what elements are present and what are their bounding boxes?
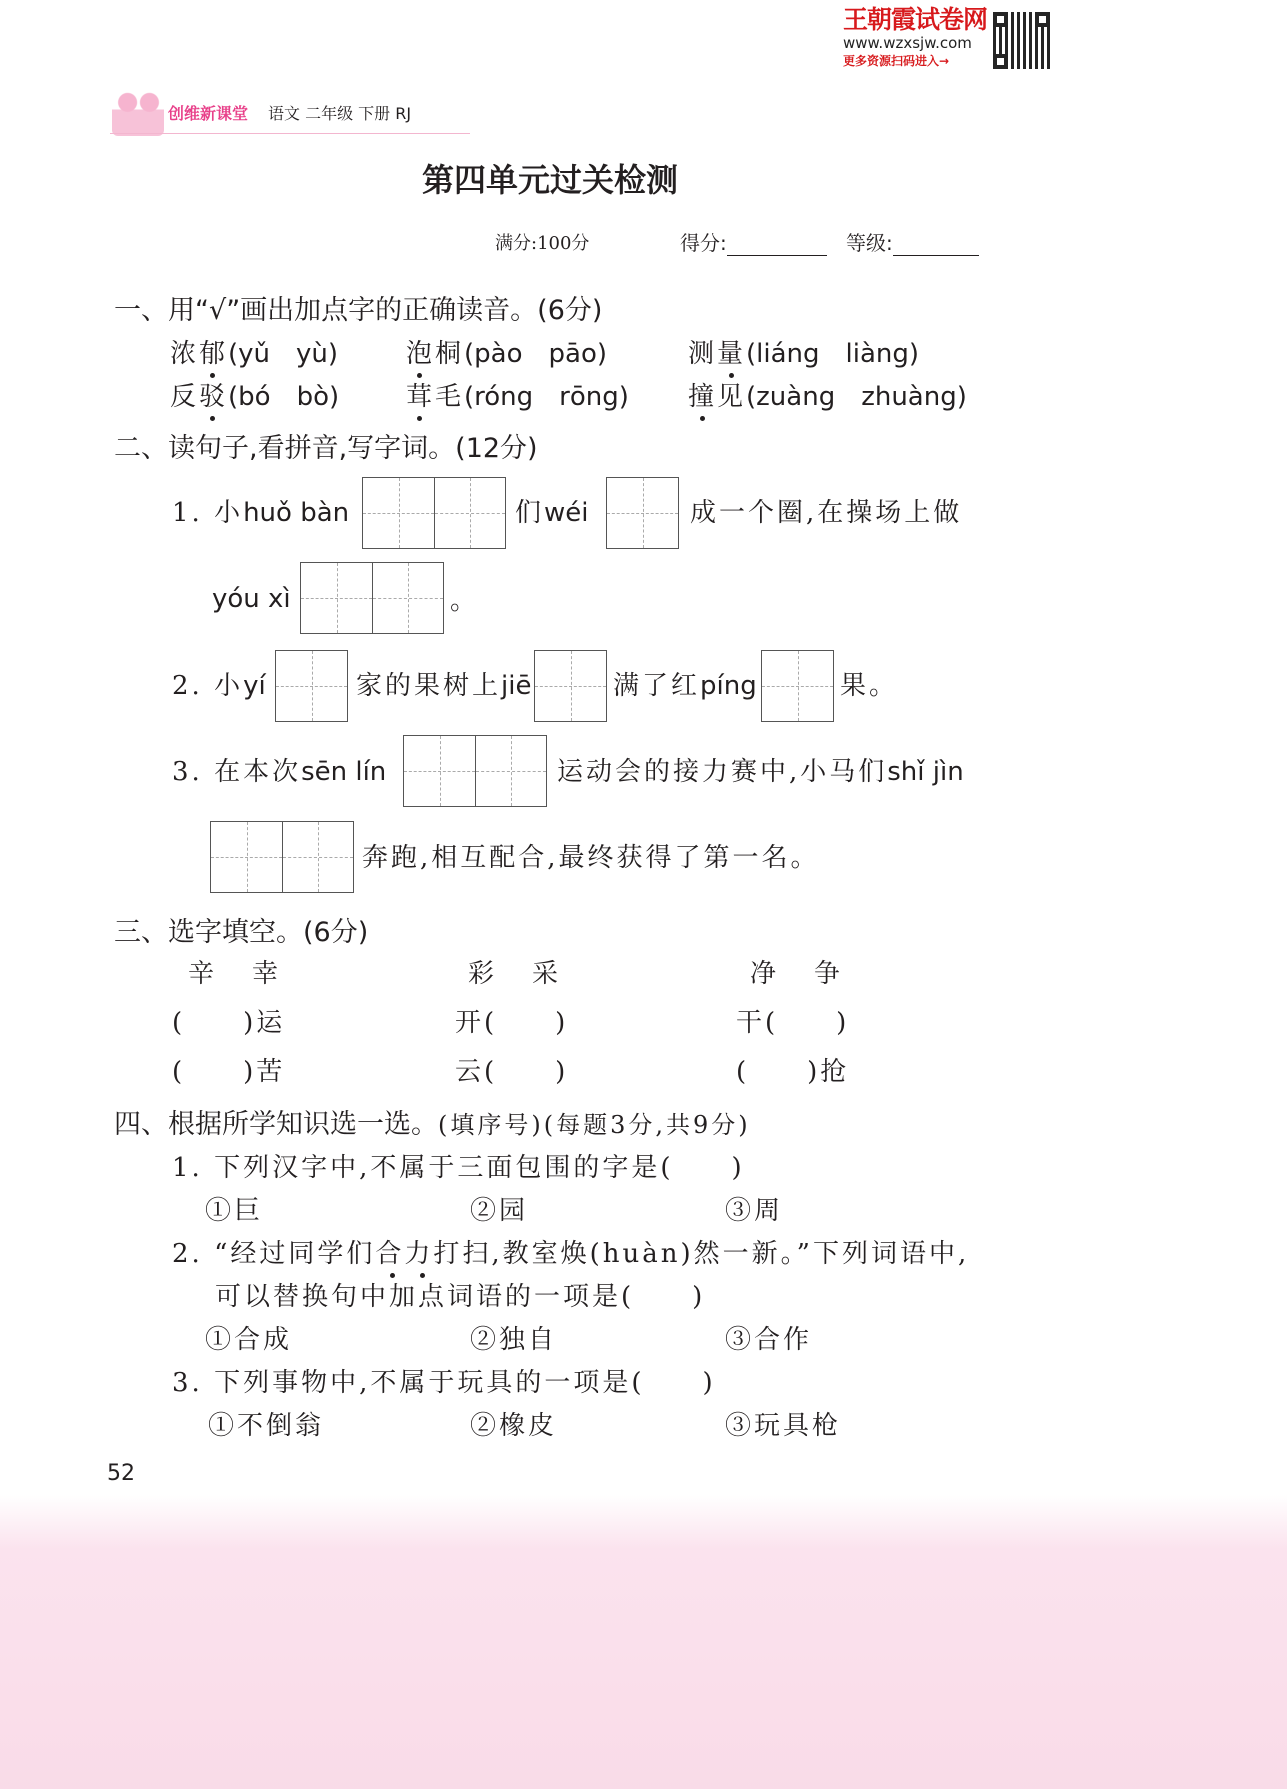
bottom-pink-band: [0, 1495, 1287, 1789]
s2-q3-text-b: 运动会的接力赛中,小马们shǐ jìn: [557, 757, 964, 787]
s1-item: [688, 381, 967, 413]
s1-options[interactable]: (zuàng zhuàng): [746, 382, 967, 412]
s1-item: [170, 338, 338, 370]
qr-code-icon[interactable]: [993, 12, 1050, 69]
book-info: 语文 二年级 下册 RJ: [268, 104, 412, 123]
s4-option[interactable]: ③玩具枪: [725, 1411, 842, 1441]
s2-q2-text-d: 果。: [840, 671, 899, 701]
s2-q1-pinyin-3: yóu xì: [212, 584, 291, 614]
s3-chars: 辛 幸: [188, 959, 285, 989]
s4-q3: 3. 下列事物中,不属于玩具的一项是( ): [172, 1368, 716, 1398]
writing-box[interactable]: [403, 735, 547, 807]
grade-field[interactable]: [846, 230, 979, 256]
writing-box[interactable]: [534, 650, 607, 722]
s4-option[interactable]: ①不倒翁: [208, 1411, 325, 1441]
s4-option[interactable]: ②独自: [470, 1325, 558, 1355]
s4-option[interactable]: ②园: [470, 1196, 529, 1226]
kids-illustration-icon: [112, 88, 164, 136]
emphasis-dot: [210, 416, 215, 421]
header-divider: [110, 133, 470, 134]
section-3-heading: 三、选字填空。(6分): [114, 917, 369, 948]
s4-q1: 1. 下列汉字中,不属于三面包围的字是( ): [172, 1153, 745, 1183]
brand-url[interactable]: www.wzxsjw.com: [843, 34, 972, 52]
s1-item: [170, 381, 339, 413]
emphasis-dot: [390, 1273, 395, 1278]
s1-word: 茸毛: [406, 382, 465, 412]
s1-word: 泡桐: [406, 339, 465, 369]
grade-label: 等级:: [846, 231, 893, 255]
score-label: 得分:: [680, 231, 727, 255]
writing-box[interactable]: [761, 650, 834, 722]
s2-q1-text-d: 。: [450, 586, 480, 616]
s1-options[interactable]: (pào pāo): [464, 339, 607, 369]
emphasis-dot: [417, 373, 422, 378]
s1-options[interactable]: (róng rōng): [464, 382, 629, 412]
s1-item: [688, 338, 919, 370]
grade-blank[interactable]: [893, 233, 979, 256]
s1-item: [406, 338, 607, 370]
s4-q2-line2: 可以替换句中加点词语的一项是( ): [215, 1282, 706, 1312]
s1-options[interactable]: (yǔ yù): [228, 339, 339, 369]
writing-box[interactable]: [300, 562, 444, 634]
s3-blank[interactable]: ( )抢: [736, 1057, 850, 1087]
writing-box[interactable]: [210, 821, 354, 893]
s2-q2-text-a: 2. 小yí: [172, 671, 266, 701]
s1-word: 撞见: [688, 382, 747, 412]
s3-blank[interactable]: 干( ): [736, 1008, 850, 1038]
s1-word: 浓郁: [170, 339, 229, 369]
s3-blank[interactable]: ( )苦: [172, 1057, 286, 1087]
score-field[interactable]: [680, 230, 827, 256]
s2-q1-text-c: 成一个圈,在操场上做: [690, 498, 963, 528]
writing-box[interactable]: [362, 477, 506, 549]
page-number: 52: [107, 1461, 135, 1486]
s4-option[interactable]: ①巨: [205, 1196, 264, 1226]
emphasis-dot: [210, 373, 215, 378]
s2-q1-text-a: 1. 小huǒ bàn: [172, 498, 350, 528]
s4-q2: 2. “经过同学们合力打扫,教室焕(huàn)然一新。”下列词语中,: [172, 1239, 970, 1269]
writing-box[interactable]: [606, 477, 679, 549]
brand-logo: 王朝霞试卷网: [843, 5, 988, 34]
s4-option[interactable]: ③合作: [725, 1325, 813, 1355]
section-2-heading: 二、读句子,看拼音,写字词。(12分): [114, 433, 538, 464]
emphasis-dot: [417, 416, 422, 421]
emphasis-dot: [729, 373, 734, 378]
s2-q3-text-a: 3. 在本次sēn lín: [172, 757, 387, 787]
writing-box[interactable]: [275, 650, 348, 722]
score-blank[interactable]: [727, 233, 827, 256]
s4-option[interactable]: ③周: [725, 1196, 784, 1226]
full-score: 满分:100分: [495, 233, 590, 254]
page-title: 第四单元过关检测: [421, 161, 678, 199]
s1-options[interactable]: (liáng liàng): [746, 339, 920, 369]
s1-word: 反驳: [170, 382, 229, 412]
section-4-heading: 四、根据所学知识选一选。(填序号)(每题3分,共9分): [114, 1109, 751, 1140]
s2-q1-text-b: 们wéi: [515, 498, 589, 528]
s4-option[interactable]: ①合成: [205, 1325, 293, 1355]
emphasis-dot: [420, 1273, 425, 1278]
s2-q2-text-b: 家的果树上jiē: [356, 671, 532, 701]
s2-q3-text-c: 奔跑,相互配合,最终获得了第一名。: [362, 843, 820, 873]
s4-option[interactable]: ②橡皮: [470, 1411, 558, 1441]
brand-scan: 更多资源扫码进入→: [843, 54, 950, 68]
s3-blank[interactable]: 开( ): [455, 1008, 569, 1038]
emphasis-dot: [700, 416, 705, 421]
s3-chars: 彩 采: [468, 959, 565, 989]
s1-item: [406, 381, 629, 413]
s3-blank[interactable]: 云( ): [455, 1057, 569, 1087]
s1-options[interactable]: (bó bò): [228, 382, 340, 412]
s1-word: 测量: [688, 339, 747, 369]
s2-q2-text-c: 满了红píng: [613, 671, 757, 701]
s3-blank[interactable]: ( )运: [172, 1008, 286, 1038]
series-name: 创维新课堂: [168, 104, 249, 123]
s3-chars: 净 争: [750, 959, 847, 989]
section-1-heading: 一、用“√”画出加点字的正确读音。(6分): [114, 295, 603, 326]
